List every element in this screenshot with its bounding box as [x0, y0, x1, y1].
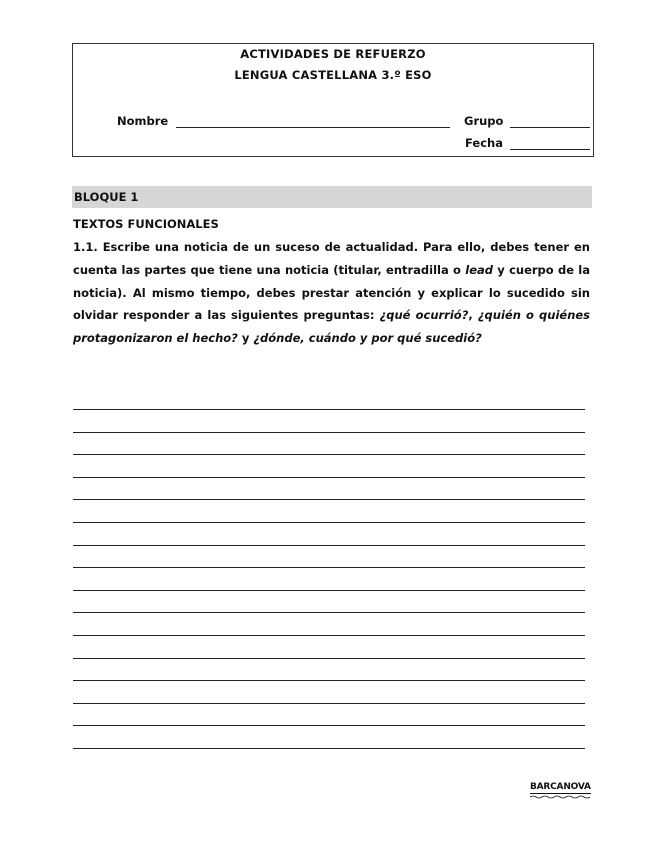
answer-line[interactable] — [73, 522, 585, 523]
instruction-text: y — [237, 331, 254, 346]
nombre-field[interactable] — [176, 127, 450, 128]
answer-line[interactable] — [73, 499, 585, 500]
answer-line[interactable] — [73, 748, 585, 749]
instruction-lead-term: lead — [465, 262, 493, 277]
grupo-field[interactable] — [510, 127, 590, 128]
question-where-when-why: ¿dónde, cuándo y por qué sucedió? — [253, 331, 482, 346]
answer-line[interactable] — [73, 409, 585, 410]
answer-line[interactable] — [73, 612, 585, 613]
question-what: ¿qué ocurrió? — [379, 308, 469, 323]
section-title: TEXTOS FUNCIONALES — [73, 217, 219, 231]
fecha-label: Fecha — [465, 136, 503, 150]
instruction-text: y cuerpo de la noticia). Al mismo tiempo, debes prestar atención y explicar lo sucedido sin olvidar responder a las siguientes preguntas: — [73, 262, 591, 323]
answer-line[interactable] — [73, 567, 585, 568]
nombre-label: Nombre — [117, 114, 169, 128]
question-who: ¿quién o quiénes protagonizaron el hecho? — [73, 308, 591, 346]
answer-line[interactable] — [73, 635, 585, 636]
exercise-instructions — [73, 236, 590, 350]
answer-line[interactable] — [73, 432, 585, 433]
answer-line[interactable] — [73, 725, 585, 726]
header-box — [72, 43, 594, 157]
publisher-logo: BARCANOVA — [530, 782, 591, 792]
grupo-label: Grupo — [464, 114, 504, 128]
header-title-line1: ACTIVIDADES DE REFUERZO — [240, 47, 426, 61]
answer-line[interactable] — [73, 454, 585, 455]
header-title-line2: LENGUA CASTELLANA 3.º ESO — [234, 68, 432, 82]
logo-wave-icon — [530, 795, 590, 799]
answer-line[interactable] — [73, 590, 585, 591]
answer-line[interactable] — [73, 477, 585, 478]
block-heading: BLOQUE 1 — [72, 186, 592, 208]
answer-line[interactable] — [73, 680, 585, 681]
answer-line[interactable] — [73, 658, 585, 659]
instruction-text: , — [468, 308, 478, 323]
answer-line[interactable] — [73, 545, 585, 546]
instruction-text: 1.1. Escribe una noticia de un suceso de actualidad. Para ello, debes tener en cuenta las partes que tiene una noticia (titular, entradilla o — [73, 240, 590, 277]
fecha-field[interactable] — [510, 149, 590, 150]
answer-line[interactable] — [73, 703, 585, 704]
